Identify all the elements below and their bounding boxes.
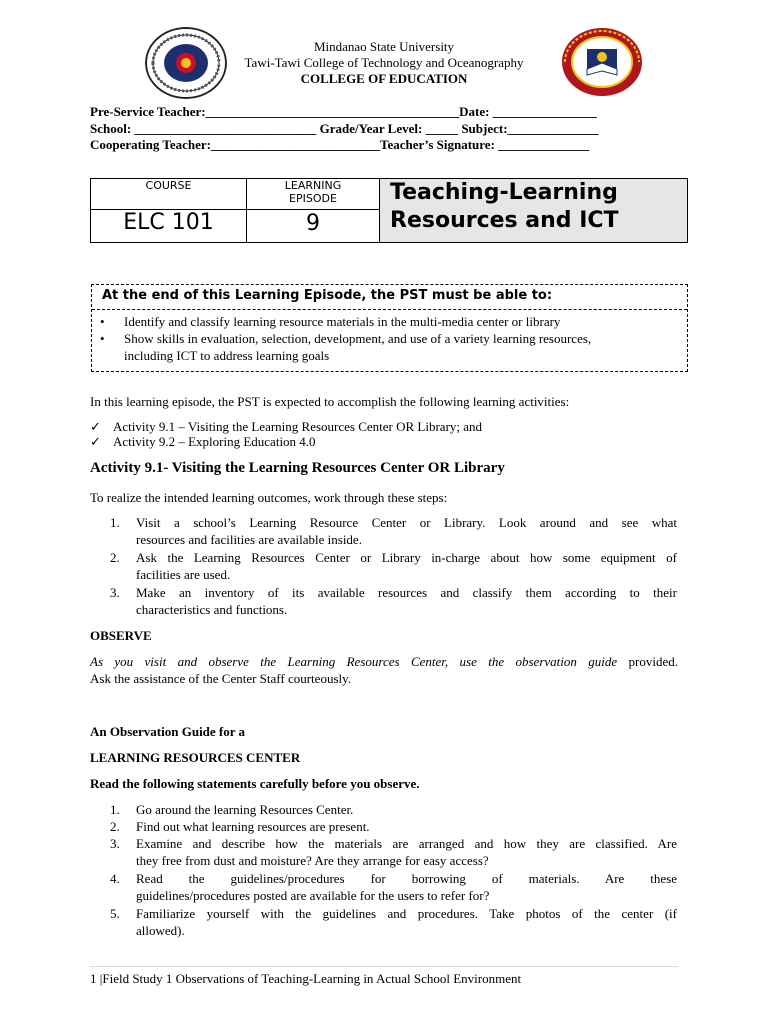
episode-label-line2: EPISODE: [289, 192, 337, 205]
activity-text: Activity 9.2 – Exploring Education 4.0: [113, 434, 316, 449]
intro-paragraph: In this learning episode, the PST is expected to accomplish the following learning activities:: [90, 394, 570, 409]
list-item: [110, 584, 677, 618]
list-item: [110, 835, 677, 869]
item-text-line1: Find out what learning resources are present.: [136, 819, 370, 834]
learning-objectives-box: [91, 284, 688, 372]
item-text-line1: Read the guidelines/procedures for borrowing of materials. Are these: [136, 871, 677, 886]
episode-title-line2: Resources and ICT: [390, 208, 619, 233]
department-name: COLLEGE OF EDUCATION: [300, 71, 468, 86]
item-text-line2: guidelines/procedures posted are available for the users to refer for?: [136, 888, 490, 903]
observe-plain-text: provided.: [617, 654, 679, 669]
list-item: [110, 870, 677, 904]
item-number: 2.: [110, 819, 120, 834]
episode-cell: [247, 179, 380, 242]
observe-line2: Ask the assistance of the Center Staff courteously.: [90, 671, 352, 686]
field-row-pre-service-teacher: Pre-Service Teacher:_______________________________________Date: ________________: [90, 104, 597, 119]
item-text-line1: Go around the learning Resources Center.: [136, 802, 354, 817]
page-footer: 1 |Field Study 1 Observations of Teaching-Learning in Actual School Environment: [90, 971, 522, 986]
item-text-line2: characteristics and functions.: [136, 602, 288, 617]
objective-text: Show skills in evaluation, selection, development, and use of a variety learning resources,: [124, 331, 592, 346]
list-item: [110, 818, 677, 835]
item-number: 1.: [110, 802, 120, 817]
item-number: 1.: [110, 515, 120, 530]
observe-line1: [90, 653, 678, 670]
episode-title-line1: Teaching-Learning: [390, 180, 618, 205]
course-code: ELC 101: [123, 210, 214, 235]
guide-title-line2: LEARNING RESOURCES CENTER: [90, 750, 301, 765]
episode-label-line1: LEARNING: [284, 179, 342, 192]
course-label: COURSE: [145, 179, 192, 192]
item-text-line2: they free from dust and moisture? Are they arrange for easy access?: [136, 853, 489, 868]
objective-text: Identify and classify learning resource materials in the multi-media center or library: [124, 314, 561, 329]
bullet-icon: •: [100, 314, 105, 329]
item-number: 5.: [110, 906, 120, 921]
university-name: Mindanao State University: [313, 39, 455, 54]
item-number: 3.: [110, 585, 120, 600]
list-item: [110, 549, 677, 583]
field-row-cooperating-teacher: Cooperating Teacher:__________________________Teacher’s Signature: ______________: [90, 137, 590, 152]
steps-list: [110, 514, 677, 618]
item-text-line1: Familiarize yourself with the guidelines and procedures. Take photos of the center (if: [136, 906, 677, 921]
list-item: [110, 905, 677, 939]
episode-title-cell: [380, 179, 687, 242]
item-text-line1: Make an inventory of its available resources and classify them according to their: [136, 585, 677, 600]
item-text-line2: allowed).: [136, 923, 185, 938]
objectives-heading: At the end of this Learning Episode, the PST must be able to:: [102, 288, 553, 303]
field-row-school: School: ____________________________ Grade/Year Level: _____ Subject:______________: [90, 121, 599, 136]
steps-intro: To realize the intended learning outcomes, work through these steps:: [90, 490, 448, 505]
footer-divider: [90, 966, 678, 967]
college-full-name: Tawi-Tawi College of Technology and Oceanography: [244, 55, 524, 70]
list-item: [110, 514, 677, 548]
item-number: 2.: [110, 550, 120, 565]
checkmark-icon: ✓: [90, 434, 101, 449]
item-text-line2: resources and facilities are available inside.: [136, 532, 362, 547]
course-info-table: [90, 178, 688, 243]
guide-list: [110, 801, 677, 941]
observe-heading: OBSERVE: [90, 628, 152, 643]
item-number: 3.: [110, 836, 120, 851]
activity-heading: Activity 9.1- Visiting the Learning Resources Center OR Library: [90, 460, 505, 476]
course-cell: [91, 179, 247, 242]
activity-text: Activity 9.1 – Visiting the Learning Resources Center OR Library; and: [113, 419, 483, 434]
item-text-line1: Ask the Learning Resources Center or Library in-charge about how some equipment of: [136, 550, 677, 565]
checkmark-icon: ✓: [90, 419, 101, 434]
objective-item-2-continuation: [124, 347, 680, 364]
observe-italic-text: As you visit and observe the Learning Resources Center, use the observation guide: [90, 654, 618, 669]
bullet-icon: •: [100, 331, 105, 346]
objective-text: including ICT to address learning goals: [124, 348, 330, 363]
list-item: [110, 801, 677, 818]
guide-title-line1: An Observation Guide for a: [90, 724, 246, 739]
item-text-line1: Examine and describe how the materials are arranged and how they are classified. Are: [136, 836, 677, 851]
episode-number: 9: [306, 211, 320, 236]
guide-instruction: Read the following statements carefully before you observe.: [90, 776, 420, 791]
item-text-line2: facilities are used.: [136, 567, 231, 582]
item-number: 4.: [110, 871, 120, 886]
item-text-line1: Visit a school’s Learning Resource Center or Library. Look around and see what: [136, 515, 677, 530]
